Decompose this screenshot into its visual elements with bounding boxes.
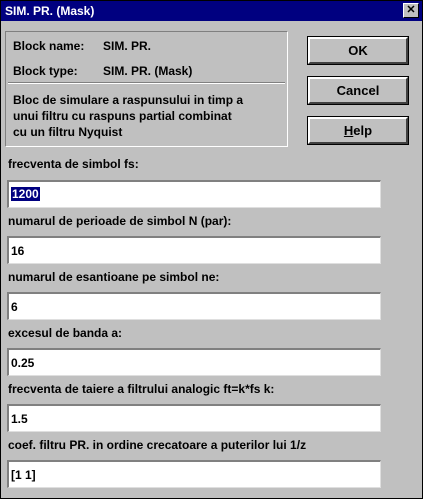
field-label-k: frecventa de taiere a filtrului analogic ft=k*fs k: — [8, 382, 275, 396]
input-coef[interactable] — [7, 460, 381, 488]
block-name-label: Block name: — [13, 39, 85, 53]
title-bar[interactable] — [1, 1, 422, 21]
close-button[interactable] — [403, 3, 419, 18]
description-line: cu un filtru Nyquist — [13, 125, 123, 139]
help-accelerator: H — [343, 123, 354, 138]
input-n[interactable] — [7, 236, 381, 264]
block-type-value: SIM. PR. (Mask) — [103, 64, 193, 78]
input-a[interactable] — [7, 348, 381, 376]
field-label-fs: frecventa de simbol fs: — [8, 157, 139, 171]
ok-button[interactable] — [308, 37, 408, 64]
help-button-label: elp — [353, 123, 373, 138]
close-icon: ✕ — [406, 4, 416, 16]
field-label-n: numarul de perioade de simbol N (par): — [8, 214, 232, 228]
field-label-coef: coef. filtru PR. in ordine crecatoare a puterilor lui 1/z — [8, 438, 307, 452]
window-title: SIM. PR. (Mask) — [5, 4, 95, 18]
cancel-button-label: Cancel — [336, 83, 380, 98]
help-button[interactable] — [308, 117, 408, 144]
description-line: unui filtru cu raspuns partial combinat — [13, 109, 232, 123]
input-fs-selected-text: 1200 — [12, 187, 39, 201]
input-ne[interactable] — [7, 292, 381, 320]
ok-button-label: OK — [348, 43, 368, 58]
info-separator — [8, 82, 285, 84]
cancel-button[interactable] — [308, 77, 408, 104]
input-k[interactable] — [7, 404, 381, 432]
description-line: Bloc de simulare a raspunsului in timp a — [13, 93, 244, 107]
block-name-value: SIM. PR. — [103, 39, 152, 53]
field-label-a: excesul de banda a: — [8, 326, 123, 340]
block-type-label: Block type: — [13, 64, 78, 78]
field-label-ne: numarul de esantioane pe simbol ne: — [8, 270, 220, 284]
input-fs[interactable] — [7, 180, 381, 208]
block-info-panel — [5, 31, 288, 147]
